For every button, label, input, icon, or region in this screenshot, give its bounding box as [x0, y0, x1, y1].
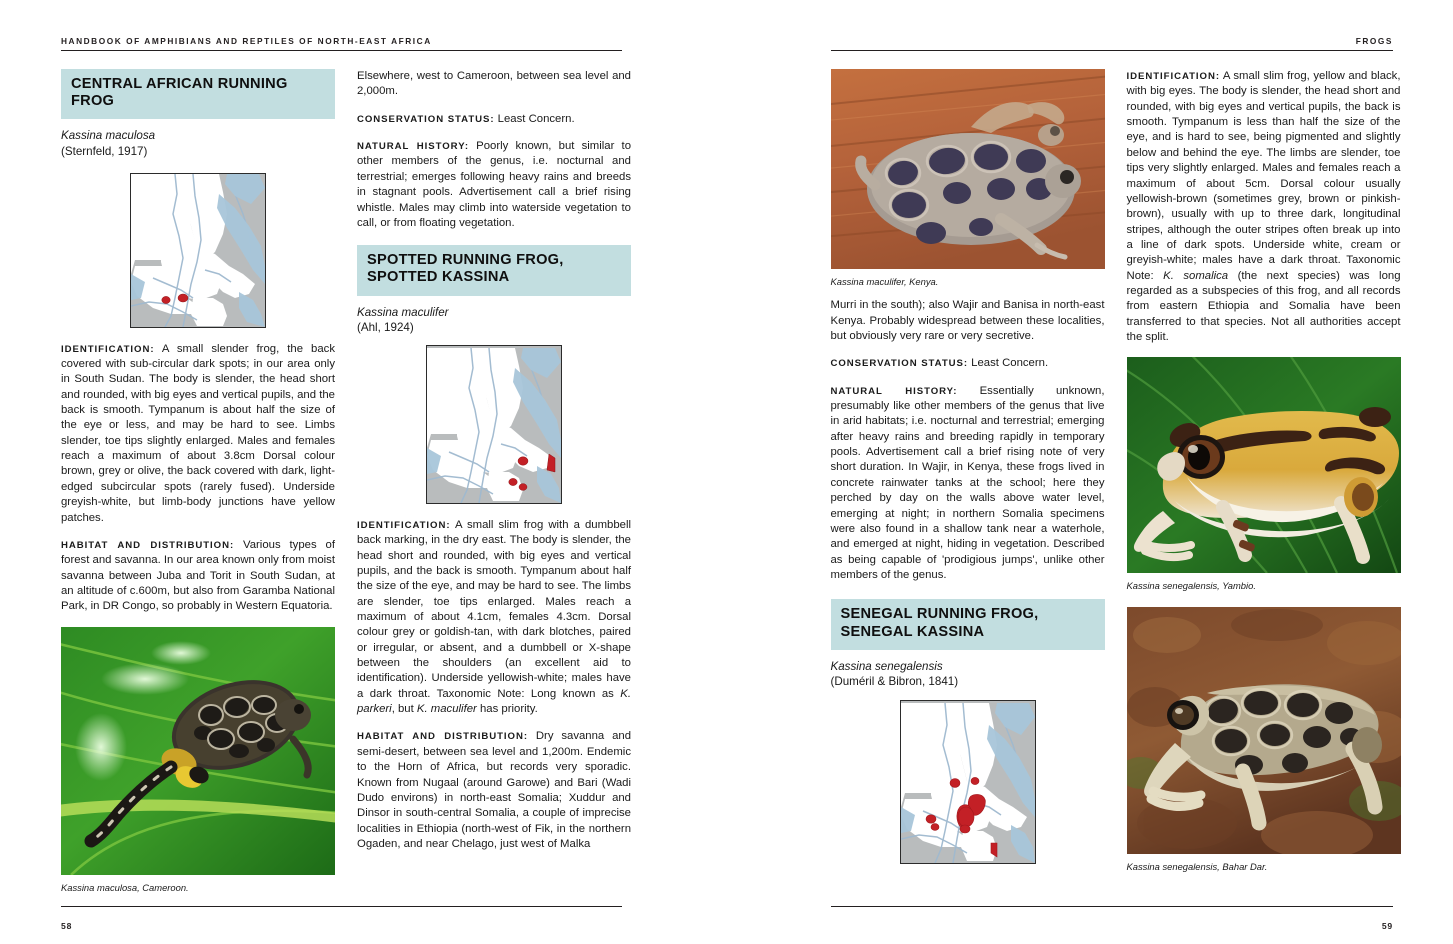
photo-caption: Kassina maculosa, Cameroon. [61, 881, 189, 893]
identification-paragraph [61, 342, 335, 526]
photo-kassina-senegalensis-yambio [1127, 357, 1401, 573]
continued-paragraph: Elsewhere, west to Cameroon, between sea level and 2,000m. [357, 70, 631, 98]
map-graphic [901, 701, 1035, 863]
running-head-right: FROGS [1355, 36, 1393, 46]
natural-history-text: Poorly known, but similar to other members of the genus, i.e. nocturnal and terrestrial; emerges following heavy rains and breeds in stagnant pools. Advertisement call a brief rising whistle. Males may climb into waterside vegetation to call, or from floating vegetation. [357, 140, 632, 229]
conservation-status-text: Least Concern. [497, 112, 575, 125]
map-graphic [427, 346, 561, 503]
natural-history-paragraph [357, 139, 631, 231]
header-rule-left [61, 50, 622, 51]
right-page [727, 0, 1453, 944]
identification-text-a: A small slim frog with a dumbbell back marking, in the dry east. The body is slender, the head short and rounded, with big eyes and vertical pupils, and the back is smooth. Tympanum about half the size of the eye, and may be hard to see. The limbs are slender, toe tips enlarged. Males reach a maximum of about 4.1cm, females 4.3cm. Dorsal colour grey or goldish-tan, with dark blotches, paired or irregular, or absent, and a dumbbell or X-shape between the shoulders (an excellent aid to identification). Underside yellowish-white; males have a dark throat. Taxonomic Note: Long known as [357, 518, 632, 700]
running-head-left: HANDBOOK OF AMPHIBIANS AND REPTILES OF NORTH-EAST AFRICA [61, 36, 432, 46]
conservation-paragraph [831, 356, 1105, 371]
continued-paragraph: Murri in the south); also Wajir and Banisa in north-east Kenya. Probably widespread between these localities, but obviously very rare or very secretive. [830, 299, 1105, 342]
species-title: SPOTTED RUNNING FROG, SPOTTED KASSINA [367, 252, 564, 286]
identification-italic-1: K. parkeri [357, 687, 631, 716]
identification-label: IDENTIFICATION: [1126, 71, 1220, 82]
distribution-map-kassina-maculosa [130, 173, 266, 328]
photo-graphic [61, 627, 335, 875]
species-title: SENEGAL RUNNING FROG, SENEGAL KASSINA [840, 606, 1039, 640]
identification-label: IDENTIFICATION: [61, 343, 155, 355]
right-page-columns [830, 69, 1401, 894]
photo-caption: Kassina senegalensis, Bahar Dar. [1126, 860, 1268, 872]
page-number-right: 59 [1381, 921, 1393, 931]
habitat-text: Various types of forest and savanna. In our area known only from moist savanna between Juba and Torit in South Sudan, at an altitude of c.600m, but also from Garamba National Park, in DR Congo, so probably in Western Equatoria. [61, 538, 335, 613]
identification-text-b: (the next species) was long regarded as a subspecies of this frog, and all records from eastern Ethiopia and Somalia have been transferred to that species. Not all authorities accept the split. [1126, 269, 1401, 344]
photo-caption: Kassina senegalensis, Yambio. [1126, 580, 1256, 592]
identification-text: A small slender frog, the back covered with sub-circular dark spots; in our area only in South Sudan. The body is slender, the head short and rounded, with big eyes and vertical pupils, and the back is smooth. Tympanum is about half the size of the eye or less, and may be hard to see. Limbs slender, toe tips slightly enlarged. Males and females reach a maximum of about 3.8cm Dorsal colour brown, grey or olive, the back covered with dark, light-edged subcircular spots (rarely fused). Underside greyish-white, but limb-body junctions have yellow patches. [61, 342, 335, 524]
footer-rule-left [61, 906, 622, 907]
natural-history-text: Essentially unknown, presumably like other members of the genus that live in arid habitats; i.e. nocturnal and terrestrial; emerging after heavy rains and breeding rapidly in temporary pools. Advertisement call a brief rising note of very short duration. In Wajir, in Kenya, these frogs lived in concrete rainwater tanks at the school; here they perched by day on the walls above water level, emerging at night; in northern Somalia specimens were also found in a shallow tank near a waterhole, and emerged at night, hiding in vegetation. Described as being capable of 'prodigious jumps', unlike other members of the genus. [830, 384, 1105, 581]
identification-italic-2: K. maculifer [416, 703, 477, 716]
photo-graphic [1127, 607, 1401, 854]
photo-caption: Kassina maculifer, Kenya. [830, 276, 939, 287]
species-heading-central-african-running-frog [61, 69, 335, 119]
conservation-status-text: Least Concern. [971, 357, 1049, 370]
map-graphic [131, 174, 265, 327]
habitat-label: HABITAT AND DISTRIBUTION: [357, 731, 528, 743]
habitat-paragraph [61, 538, 335, 615]
distribution-map-kassina-maculifer [426, 345, 562, 504]
photo-kassina-senegalensis-bahar-dar [1127, 607, 1401, 854]
identification-label: IDENTIFICATION: [357, 519, 451, 531]
scientific-name: Kassina maculosa [61, 129, 156, 143]
species-heading-senegal-running-frog [831, 599, 1105, 649]
photo-kassina-maculifer-kenya [831, 69, 1105, 269]
header-rule-right [831, 50, 1394, 51]
natural-history-label: NATURAL HISTORY: [357, 141, 469, 153]
column-2 [357, 69, 631, 894]
taxon-authority: (Sternfeld, 1917) [61, 144, 148, 158]
column-4 [1127, 69, 1401, 894]
photo-kassina-maculosa-cameroon [61, 627, 335, 875]
identification-italic-1: K. somalica [1163, 269, 1229, 282]
species-title: CENTRAL AFRICAN RUNNING FROG [71, 76, 288, 110]
identification-paragraph [357, 518, 631, 718]
natural-history-paragraph [831, 384, 1105, 584]
identification-paragraph [1127, 69, 1401, 345]
left-page-columns [61, 69, 632, 894]
identification-text-b: , but [391, 703, 417, 716]
column-3 [831, 69, 1105, 894]
taxon-authority: (Duméril & Bibron, 1841) [830, 674, 959, 688]
species-heading-spotted-running-frog [357, 245, 631, 295]
photo-graphic [1127, 357, 1401, 573]
distribution-map-kassina-senegalensis [900, 700, 1036, 864]
habitat-paragraph [357, 729, 631, 852]
identification-text-a: A small slim frog, yellow and black, with big eyes. The body is slender, the head short and rounded, with big eyes and vertical pupils, the back is smooth. Tympanum is less than half the size of the eye, and is hard to see, being pigmented and slightly below and behind the eye. The limbs are slender, toe tips very slightly enlarged. Males and females reach a maximum of about 5cm. Dorsal colour usually yellowish-brown (sometimes grey, brown or pinkish-brown), usually with up to three dark, longitudinal stripes, although the outer stripes often break up into a line of dark spots. Underside white, cream or greyish-white; males have a dark throat. Taxonomic Note: [1126, 70, 1401, 282]
footer-rule-right [831, 906, 1394, 907]
taxon-authority: (Ahl, 1924) [357, 320, 414, 334]
scientific-name: Kassina maculifer [357, 305, 449, 319]
habitat-text: Dry savanna and semi-desert, between sea level and 1,200m. Endemic to the Horn of Africa, but records very sporadic. Known from Nugaal (around Garowe) and Bari (Wadi Dudo environs) in north-east Somalia; Xuddur and Dinsor in south-central Somalia, a couple of imprecise localities in Ethiopia (north-west of Fik, in the northern Ogaden, and near Chelago, just west of Malka [357, 730, 632, 850]
photo-graphic [831, 69, 1105, 269]
natural-history-label: NATURAL HISTORY: [830, 385, 958, 397]
conservation-status-label: CONSERVATION STATUS: [357, 113, 495, 125]
conservation-status-label: CONSERVATION STATUS: [830, 358, 969, 370]
page-number-left: 58 [61, 921, 73, 931]
column-1 [61, 69, 335, 894]
identification-text-c: has priority. [476, 703, 538, 716]
scientific-name: Kassina senegalensis [830, 659, 943, 673]
habitat-label: HABITAT AND DISTRIBUTION: [61, 539, 235, 551]
conservation-paragraph [357, 112, 631, 127]
